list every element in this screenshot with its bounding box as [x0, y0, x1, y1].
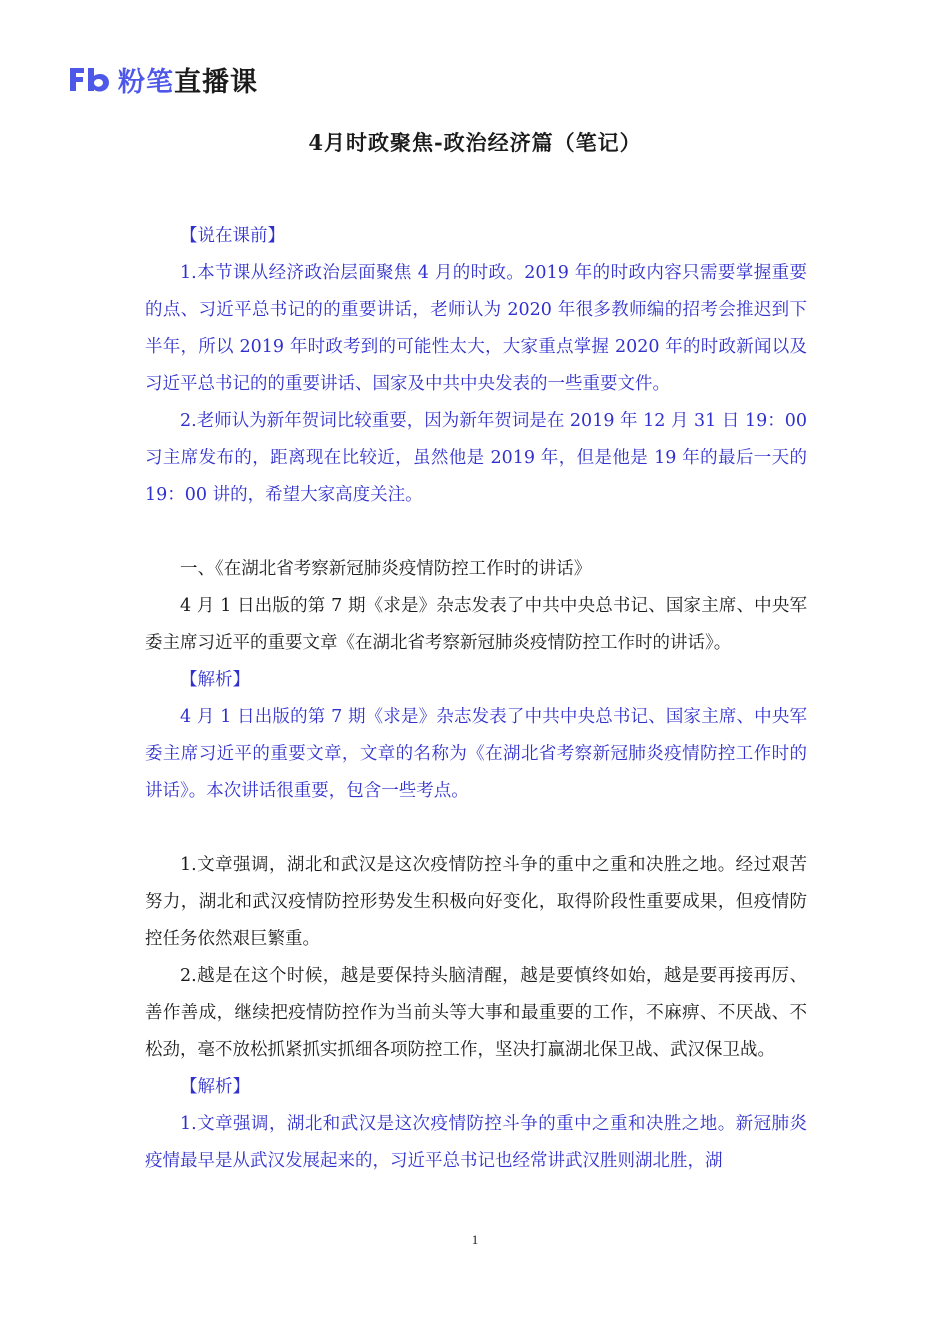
- analysis-label-2: 【解析】: [180, 1077, 250, 1097]
- document-body: [145, 218, 807, 1180]
- analysis-paragraph-2: 1.文章强调，湖北和武汉是这次疫情防控斗争的重中之重和决胜之地。新冠肺炎疫情最早是从武汉发展起来的，习近平总书记也经常讲武汉胜则湖北胜，湖: [145, 1114, 807, 1171]
- document-title: 4月时政聚焦-政治经济篇（笔记）: [308, 130, 642, 155]
- fb-logo-icon: [68, 64, 112, 94]
- intro-paragraph-2: 2.老师认为新年贺词比较重要，因为新年贺词是在 2019 年 12 月 31 日 19：00 习主席发布的，距离现在比较近，虽然他是 2019 年，但是他是 19 年的最后一天的 19：00 讲的，希望大家高度关注。: [145, 411, 807, 505]
- item1-body: 4 月 1 日出版的第 7 期《求是》杂志发表了中共中央总书记、国家主席、中央军委主席习近平的重要文章《在湖北省考察新冠肺炎疫情防控工作时的讲话》。: [145, 596, 807, 653]
- page-number: 1: [471, 1232, 479, 1247]
- point-paragraph-1: 1.文章强调，湖北和武汉是这次疫情防控斗争的重中之重和决胜之地。经过艰苦努力，湖北和武汉疫情防控形势发生积极向好变化，取得阶段性重要成果，但疫情防控任务依然艰巨繁重。: [145, 855, 807, 949]
- fenbi-logo: [68, 62, 258, 96]
- analysis-label-1: 【解析】: [180, 670, 250, 690]
- analysis-paragraph-1: 4 月 1 日出版的第 7 期《求是》杂志发表了中共中央总书记、国家主席、中央军委主席习近平的重要文章，文章的名称为《在湖北省考察新冠肺炎疫情防控工作时的讲话》。本次讲话很重要，包含一些考点。: [145, 707, 807, 801]
- item1-heading: 一、《在湖北省考察新冠肺炎疫情防控工作时的讲话》: [180, 559, 592, 579]
- point-paragraph-2: 2.越是在这个时候，越是要保持头脑清醒，越是要慎终如始，越是要再接再厉、善作善成，继续把疫情防控作为当前头等大事和最重要的工作，不麻痹、不厌战、不松劲，毫不放松抓紧抓实抓细各项防控工作，坚决打赢湖北保卫战、武汉保卫战。: [145, 966, 807, 1060]
- intro-paragraph-1: 1.本节课从经济政治层面聚焦 4 月的时政。2019 年的时政内容只需要掌握重要的点、习近平总书记的的重要讲话，老师认为 2020 年很多教师编的招考会推迟到下半年，所以 2019 年时政考到的可能性太大，大家重点掌握 2020 年的时政新闻以及习近平总书记的的重要讲话、国家及中共中央发表的一些重要文件。: [145, 263, 807, 394]
- intro-heading: 【说在课前】: [180, 226, 285, 246]
- logo-wordmark: 粉笔直播课: [118, 66, 258, 98]
